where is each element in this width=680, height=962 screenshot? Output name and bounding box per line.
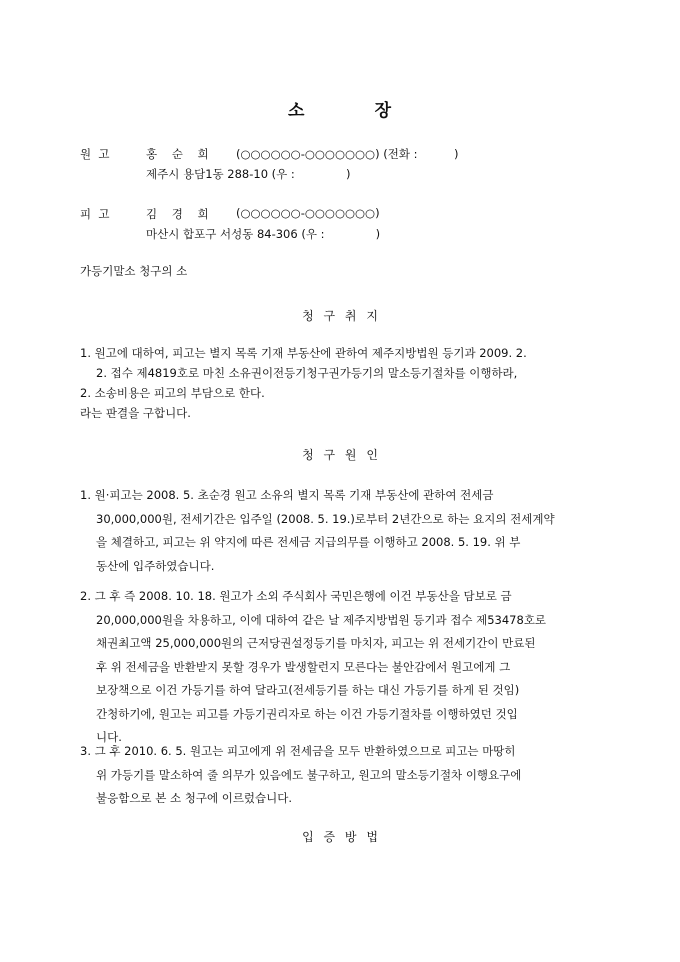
claim-purpose-item-2: 2. 소송비용은 피고의 부담으로 한다. [80, 386, 265, 400]
claim-purpose-closing: 라는 판결을 구합니다. [80, 406, 191, 420]
claim-purpose-item-1-line-2: 2. 접수 제4819호로 마친 소유권이전등기청구권가등기의 말소등기절차를 이행하라, [96, 366, 518, 380]
defendant-address: 마산시 합포구 서성동 84-306 (우 : ) [146, 227, 381, 241]
paragraph-line: 1. 원·피고는 2008. 5. 초순경 원고 소유의 별지 목록 기재 부동산에 관하여 전세금 [80, 488, 494, 502]
paragraph-line: 니다. [96, 730, 122, 744]
paragraph-line: 30,000,000원, 전세기간은 입주일 (2008. 5. 19.)로부터 2년간으로 하는 요지의 전세계약 [96, 511, 555, 526]
case-name: 가등기말소 청구의 소 [80, 264, 188, 278]
paragraph-line: 20,000,000원을 차용하고, 이에 대하여 같은 날 제주지방법원 등기과 접수 제53478호로 [96, 612, 547, 627]
plaintiff-id-phone: (○○○○○○-○○○○○○○) (전화 : ) [236, 147, 459, 161]
paragraph-line: 보장책으로 이건 가등기를 하여 달라고(전세등기를 하는 대신 가등기를 하게 된 것임) [96, 683, 520, 697]
paragraph-line: 위 가등기를 말소하여 줄 의무가 있음에도 불구하고, 원고의 말소등기절차 이행요구에 [96, 767, 522, 782]
claim-cause-heading: 청 구 원 인 [302, 448, 378, 462]
defendant-name: 김 경 희 [146, 207, 209, 221]
claim-cause-paragraph-3 [80, 740, 603, 811]
paragraph-line: 을 체결하고, 피고는 위 약지에 따른 전세금 지급의무를 이행하고 2008. 5. 19. 위 부 [96, 535, 521, 549]
defendant-id: (○○○○○○-○○○○○○○) [236, 206, 380, 220]
paragraph-line: 불응함으로 본 소 청구에 이르렀습니다. [96, 791, 293, 805]
paragraph-line: 채권최고액 25,000,000원의 근저당권설정등기를 마치자, 피고는 위 전세기간이 만료된 [96, 636, 536, 650]
paragraph-line: 후 위 전세금을 반환받지 못할 경우가 발생할런지 모른다는 불안감에서 원고에게 그 [96, 659, 511, 674]
claim-cause-paragraph-1 [80, 484, 603, 578]
document-title: 소 장 [287, 101, 393, 121]
defendant-label: 피 고 [80, 207, 110, 221]
plaintiff-name: 홍 순 희 [146, 147, 209, 161]
evidence-heading: 입 증 방 법 [302, 830, 378, 844]
paragraph-line: 2. 그 후 즉 2008. 10. 18. 원고가 소외 주식회사 국민은행에 이건 부동산을 담보로 금 [80, 589, 512, 603]
claim-cause-paragraph-2 [80, 585, 603, 750]
paragraph-line: 간청하기에, 원고는 피고를 가등기권리자로 하는 이건 가등기절차를 이행하였던 것입 [96, 706, 518, 721]
plaintiff-address: 제주시 용담1동 288-10 (우 : ) [146, 167, 351, 181]
paragraph-line: 3. 그 후 2010. 6. 5. 원고는 피고에게 위 전세금을 모두 반환하였으므로 피고는 마땅히 [80, 744, 516, 758]
plaintiff-label: 원 고 [80, 147, 110, 161]
paragraph-line: 동산에 입주하였습니다. [96, 558, 215, 573]
claim-purpose-item-1-line-1: 1. 원고에 대하여, 피고는 별지 목록 기재 부동산에 관하여 제주지방법원 등기과 2009. 2. [80, 346, 527, 360]
claim-purpose-heading: 청 구 취 지 [302, 309, 378, 323]
